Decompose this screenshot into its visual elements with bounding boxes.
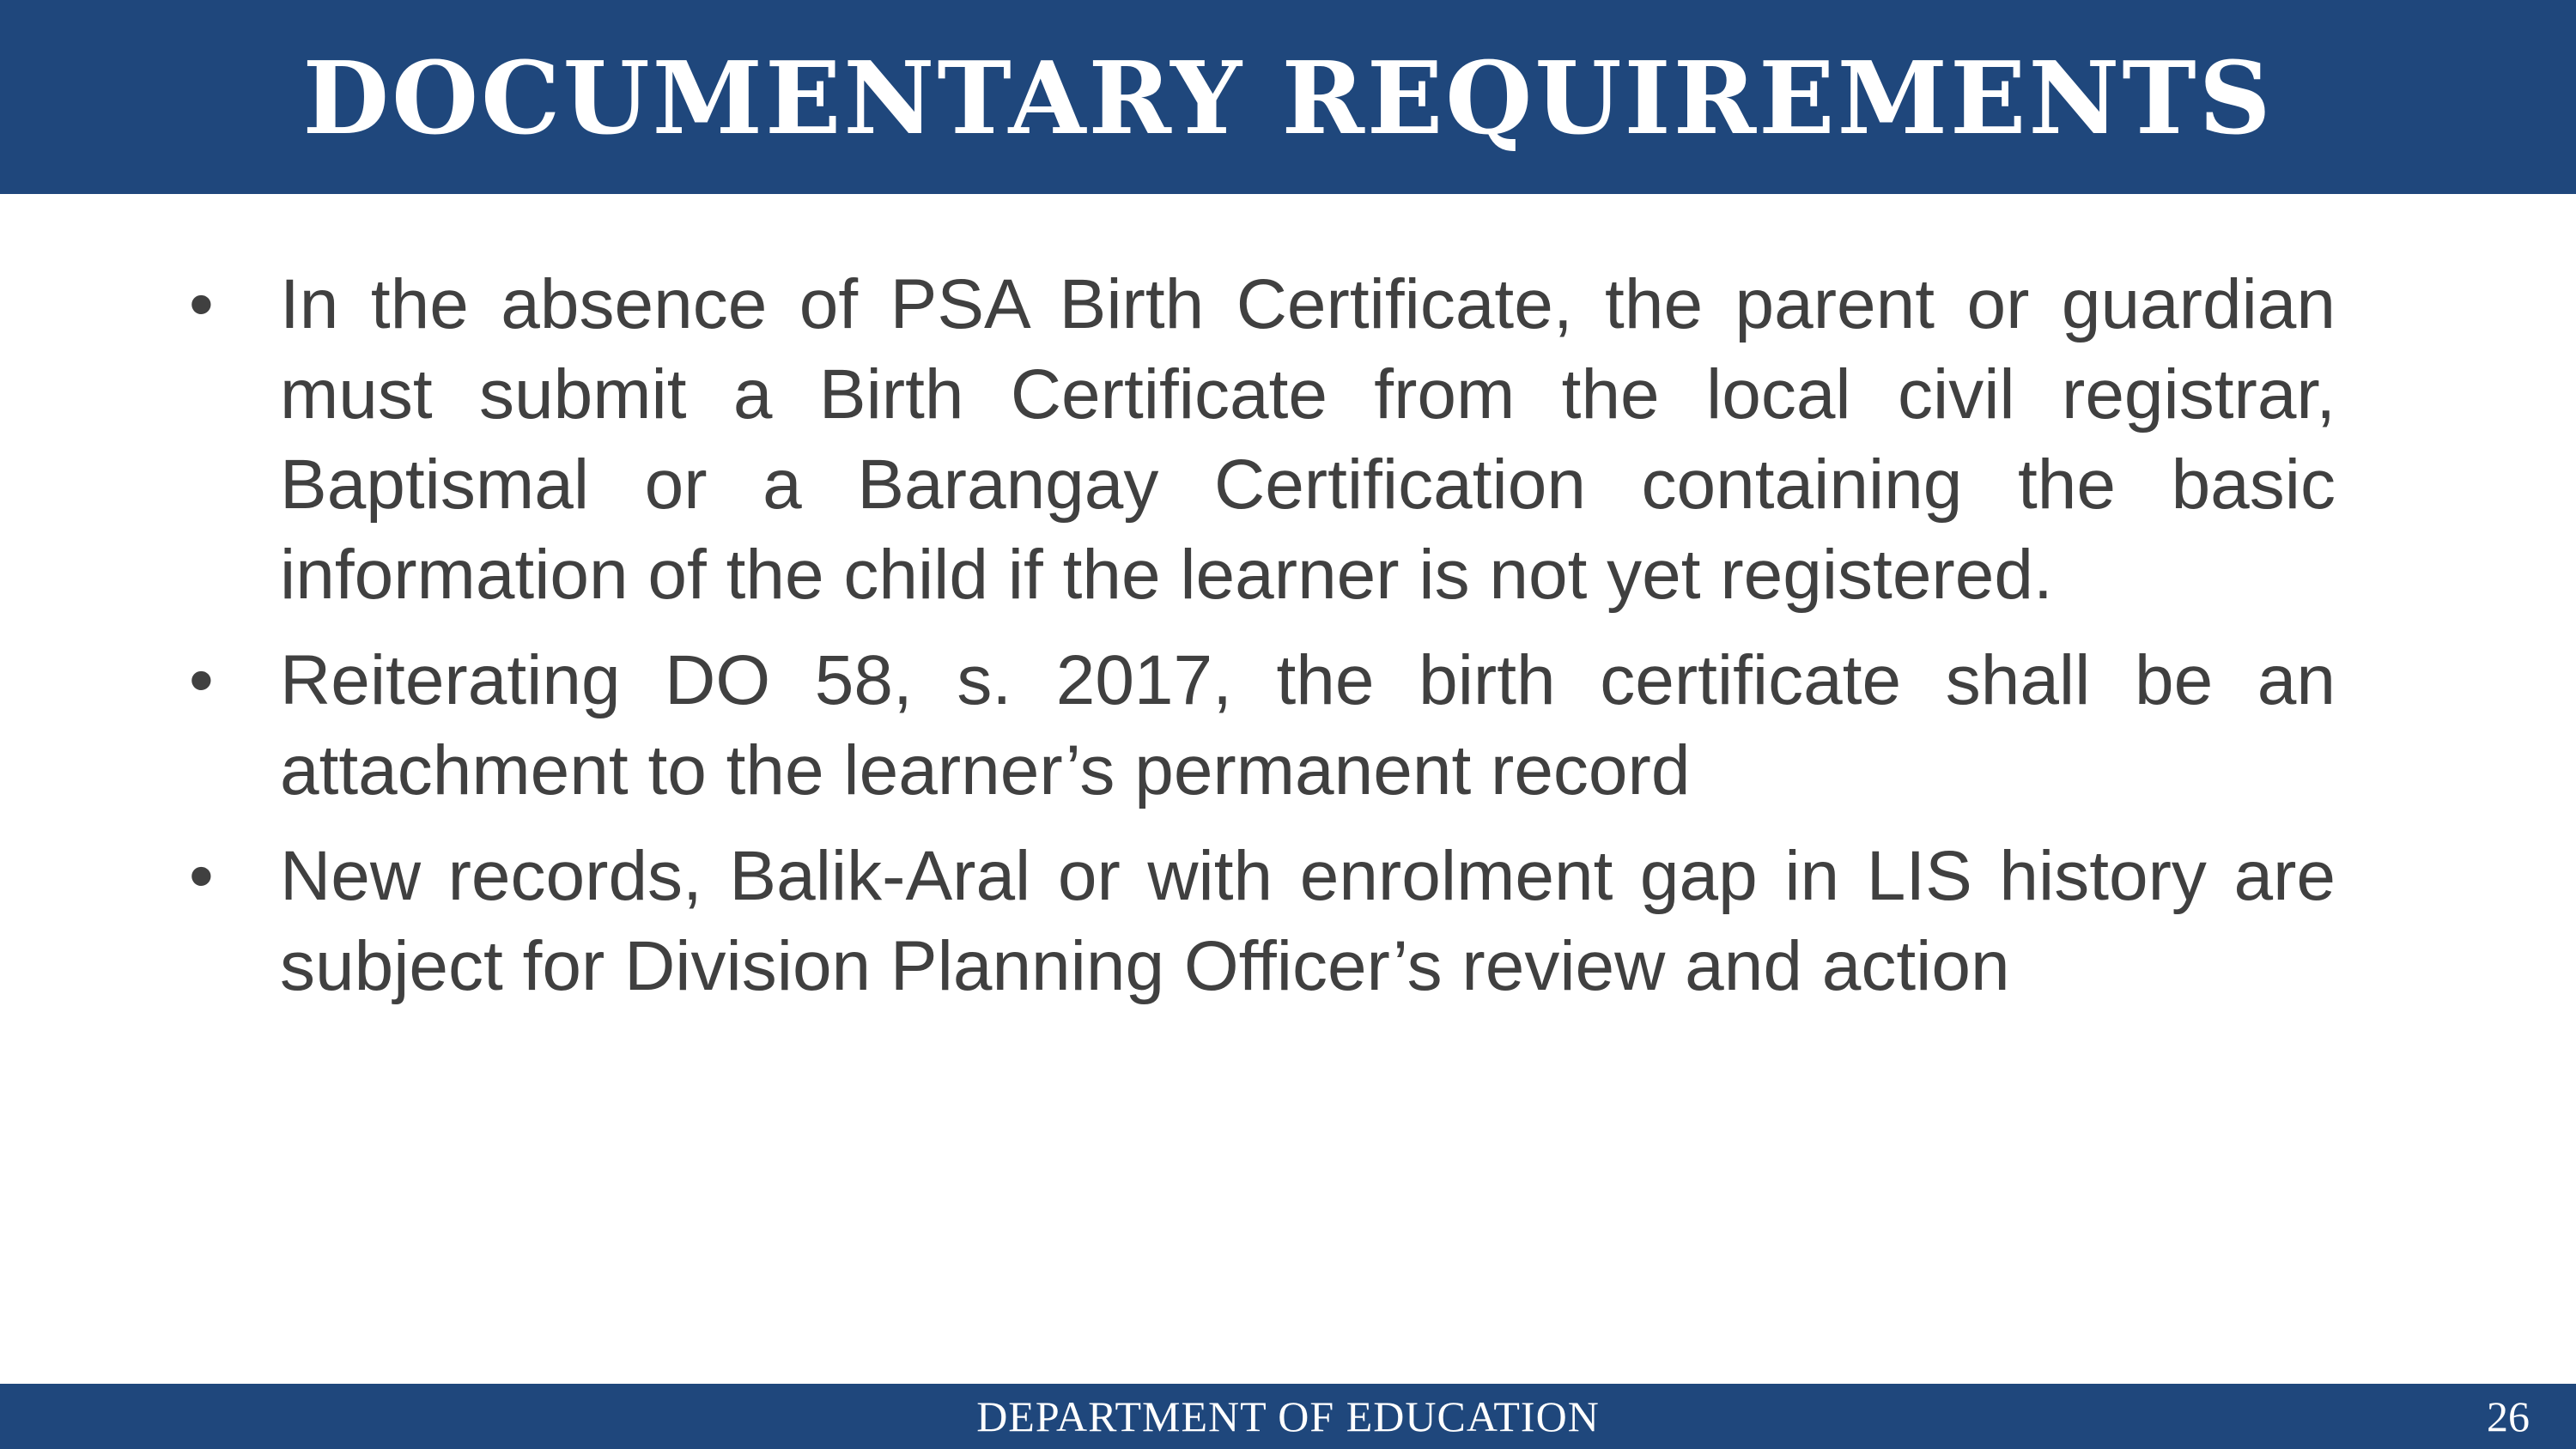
bullet-item (180, 635, 2336, 815)
bullet-text: In the absence of PSA Birth Certificate, the parent or guardian must submit a Birth Certificate from the local civil registrar, Baptismal or a Barangay Certification containing the basic information of the child if the learner is not yet registered. (280, 265, 2336, 614)
bullet-marker: • (189, 265, 214, 343)
bullet-text: Reiterating DO 58, s. 2017, the birth certificate shall be an attachment to the learner’s permanent record (280, 641, 2336, 809)
header-bar (0, 0, 2576, 194)
bullet-marker: • (189, 837, 214, 915)
bullet-item (180, 259, 2336, 620)
bullet-item (180, 831, 2336, 1011)
page-number: 26 (2487, 1392, 2530, 1440)
footer-bar (0, 1384, 2576, 1449)
footer-label: DEPARTMENT OF EDUCATION (976, 1392, 1600, 1440)
bullet-text: New records, Balik-Aral or with enrolment gap in LIS history are subject for Division Planning Officer’s review and action (280, 837, 2336, 1005)
bullet-marker: • (189, 641, 214, 719)
bullet-list (180, 259, 2336, 1027)
slide-title: DOCUMENTARY REQUIREMENTS (302, 40, 2274, 157)
